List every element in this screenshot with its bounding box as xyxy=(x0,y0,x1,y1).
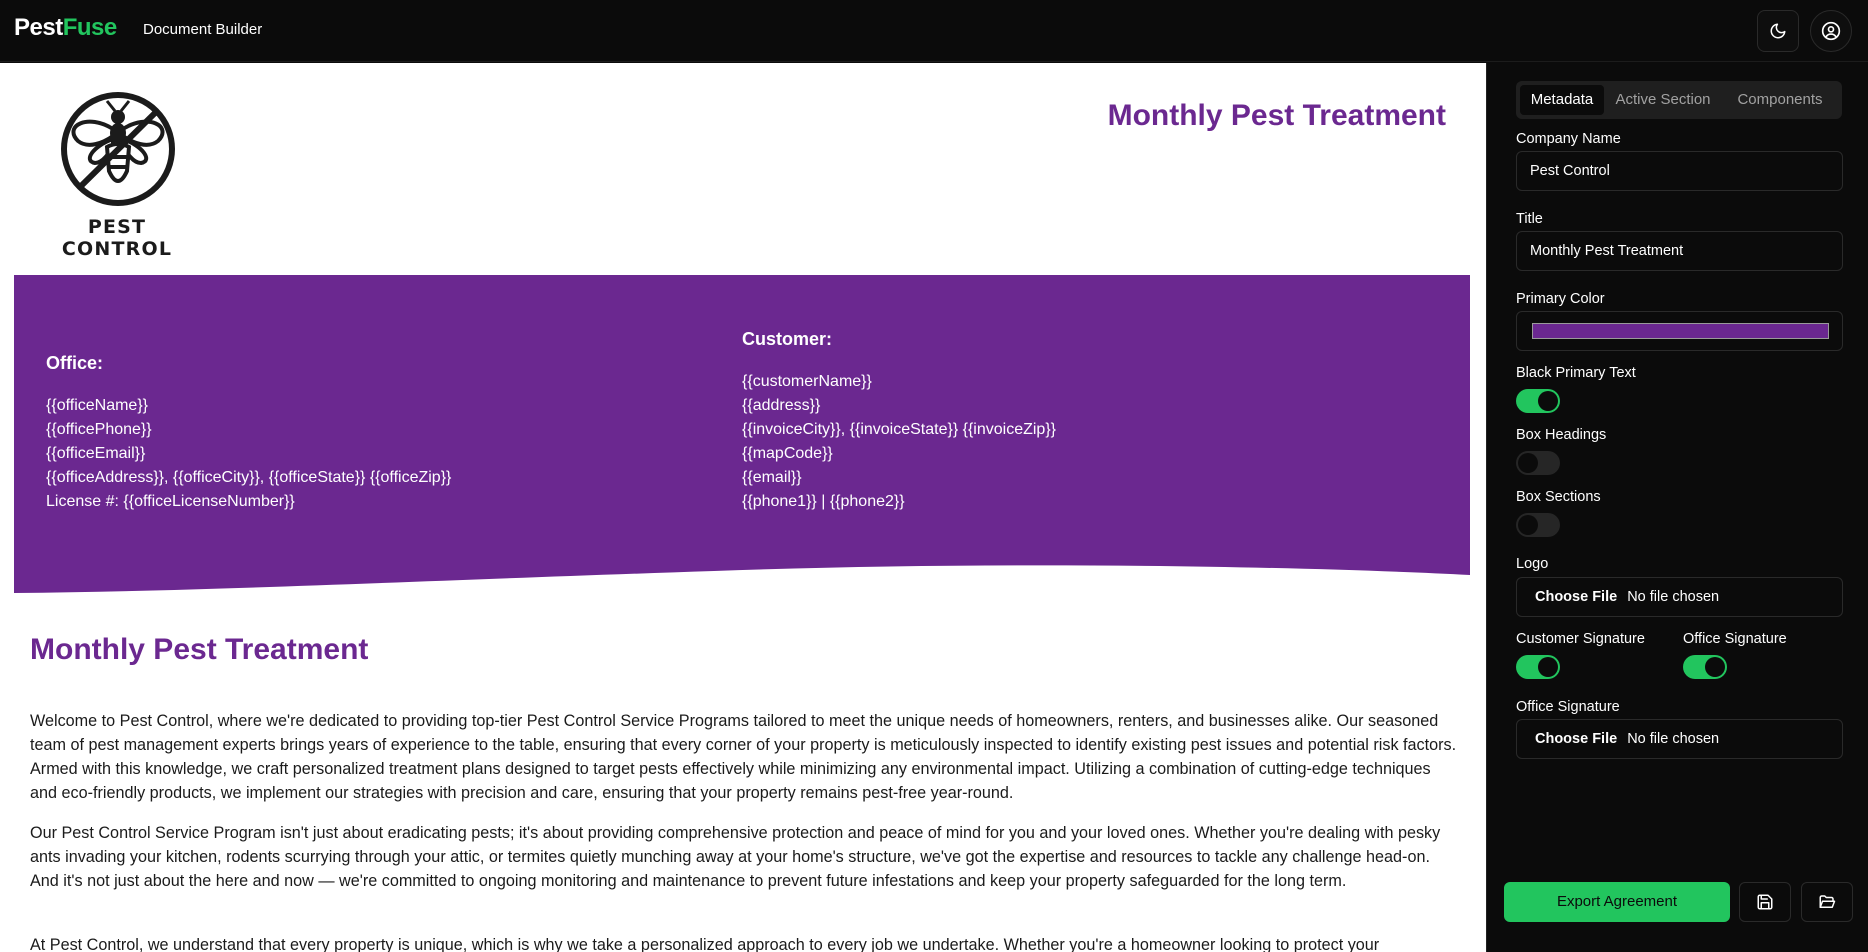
save-icon xyxy=(1756,893,1774,911)
body-paragraph: Welcome to Pest Control, where we're dedicated to providing top-tier Pest Control Service Programs tailored to meet the unique needs of homeowners, renters, and businesses alike. Our seasoned team of pest management experts brings years of experience to the table, ensuring that every corner of your property is meticulously inspected to identify existing pest issues and potential risk factors. Armed with this knowledge, we craft personalized treatment plans designed to target pests effectively while minimizing any environmental impact. Utilizing a combination of cutting-edge techniques and eco-friendly products, we implement our strategies with precision and care, ensuring that your property remains pest-free year-round. xyxy=(30,712,1457,802)
panel-tabs xyxy=(1516,81,1842,119)
customer-line: {{phone1}} | {{phone2}} xyxy=(742,493,905,510)
moon-icon xyxy=(1769,22,1787,40)
file-status: No file chosen xyxy=(1627,731,1720,747)
toggle-knob xyxy=(1518,515,1538,535)
export-agreement-button[interactable]: Export Agreement xyxy=(1504,882,1730,922)
toggle-knob xyxy=(1538,391,1558,411)
color-swatch xyxy=(1532,323,1829,339)
logo-label: Logo xyxy=(1516,556,1549,572)
save-button[interactable] xyxy=(1739,882,1791,922)
document-title: Monthly Pest Treatment xyxy=(1107,99,1446,132)
title-input[interactable]: Monthly Pest Treatment xyxy=(1516,231,1843,271)
choose-file-button[interactable]: Choose File xyxy=(1535,731,1618,747)
document-preview xyxy=(0,63,1486,952)
body-paragraph: At Pest Control, we understand that every property is unique, which is why we take a personalized approach to every job we undertake. Whether you're a homeowner looking to protect your xyxy=(30,936,1380,952)
title-label: Title xyxy=(1516,211,1543,227)
tab-metadata[interactable]: Metadata xyxy=(1520,85,1604,115)
choose-file-button[interactable]: Choose File xyxy=(1535,589,1618,605)
customer-line: {{email}} xyxy=(742,469,802,486)
customer-line: {{address}} xyxy=(742,397,821,414)
box-headings-label: Box Headings xyxy=(1516,427,1607,443)
body-paragraph: Our Pest Control Service Program isn't just about eradicating pests; it's about providing comprehensive protection and peace of mind for you and your loved ones. Whether you're dealing with pesky ants invading your kitchen, rodents scurrying through your attic, or termites quietly munching away at your home's structure, we've got the expertise and resources to tackle any challenge head-on. And it's not just about the here and now — we're committed to ongoing monitoring and maintenance to prevent future infestations and keep your property safeguarded for the long term. xyxy=(30,824,1441,890)
company-name-label: Company Name xyxy=(1516,131,1621,147)
box-headings-toggle[interactable] xyxy=(1516,451,1560,475)
toggle-knob xyxy=(1705,657,1725,677)
office-line: {{officeName}} xyxy=(46,397,149,414)
primary-color-label: Primary Color xyxy=(1516,291,1605,307)
toggle-knob xyxy=(1518,453,1538,473)
box-sections-label: Box Sections xyxy=(1516,489,1601,505)
office-line: {{officePhone}} xyxy=(46,421,152,438)
user-circle-icon xyxy=(1821,21,1841,41)
settings-panel xyxy=(1486,63,1868,952)
top-bar xyxy=(0,0,1868,62)
section-title: Monthly Pest Treatment xyxy=(30,633,369,666)
office-signature-toggle-label: Office Signature xyxy=(1683,631,1787,647)
office-signature-file-input[interactable] xyxy=(1516,719,1843,759)
app-title: Document Builder xyxy=(143,21,263,38)
customer-info xyxy=(742,329,1056,514)
office-signature-file-label: Office Signature xyxy=(1516,699,1620,715)
office-info xyxy=(46,353,451,514)
file-status: No file chosen xyxy=(1627,589,1720,605)
office-line: {{officeAddress}}, {{officeCity}}, {{officeState}} {{officeZip}} xyxy=(46,469,452,486)
black-primary-text-label: Black Primary Text xyxy=(1516,365,1636,381)
tab-components[interactable]: Components xyxy=(1737,91,1823,108)
box-sections-toggle[interactable] xyxy=(1516,513,1560,537)
account-button[interactable] xyxy=(1810,10,1852,52)
brand-name-part2: Fuse xyxy=(62,14,117,41)
primary-color-picker[interactable] xyxy=(1516,311,1843,351)
folder-open-icon xyxy=(1817,893,1837,911)
company-name-input[interactable]: Pest Control xyxy=(1516,151,1843,191)
logo-file-input[interactable] xyxy=(1516,577,1843,617)
customer-line: {{mapCode}} xyxy=(742,445,833,462)
office-line: License #: {{officeLicenseNumber}} xyxy=(46,493,295,510)
toggle-knob xyxy=(1538,657,1558,677)
tab-active-section[interactable]: Active Section xyxy=(1615,91,1711,108)
customer-heading: Customer: xyxy=(742,329,833,349)
customer-signature-label: Customer Signature xyxy=(1516,631,1645,647)
office-signature-toggle[interactable] xyxy=(1683,655,1727,679)
office-heading: Office: xyxy=(46,353,104,373)
wasp-prohibited-icon xyxy=(33,91,201,213)
brand-logo[interactable] xyxy=(14,14,117,42)
open-button[interactable] xyxy=(1801,882,1853,922)
office-line: {{officeEmail}} xyxy=(46,445,146,462)
theme-toggle-button[interactable] xyxy=(1757,10,1799,52)
customer-line: {{invoiceCity}}, {{invoiceState}} {{invoiceZip}} xyxy=(742,421,1057,438)
logo-text: PEST CONTROL xyxy=(61,216,173,260)
brand-name-part1: Pest xyxy=(14,14,63,41)
customer-signature-toggle[interactable] xyxy=(1516,655,1560,679)
customer-line: {{customerName}} xyxy=(742,373,872,390)
company-logo xyxy=(33,91,201,260)
black-primary-text-toggle[interactable] xyxy=(1516,389,1560,413)
